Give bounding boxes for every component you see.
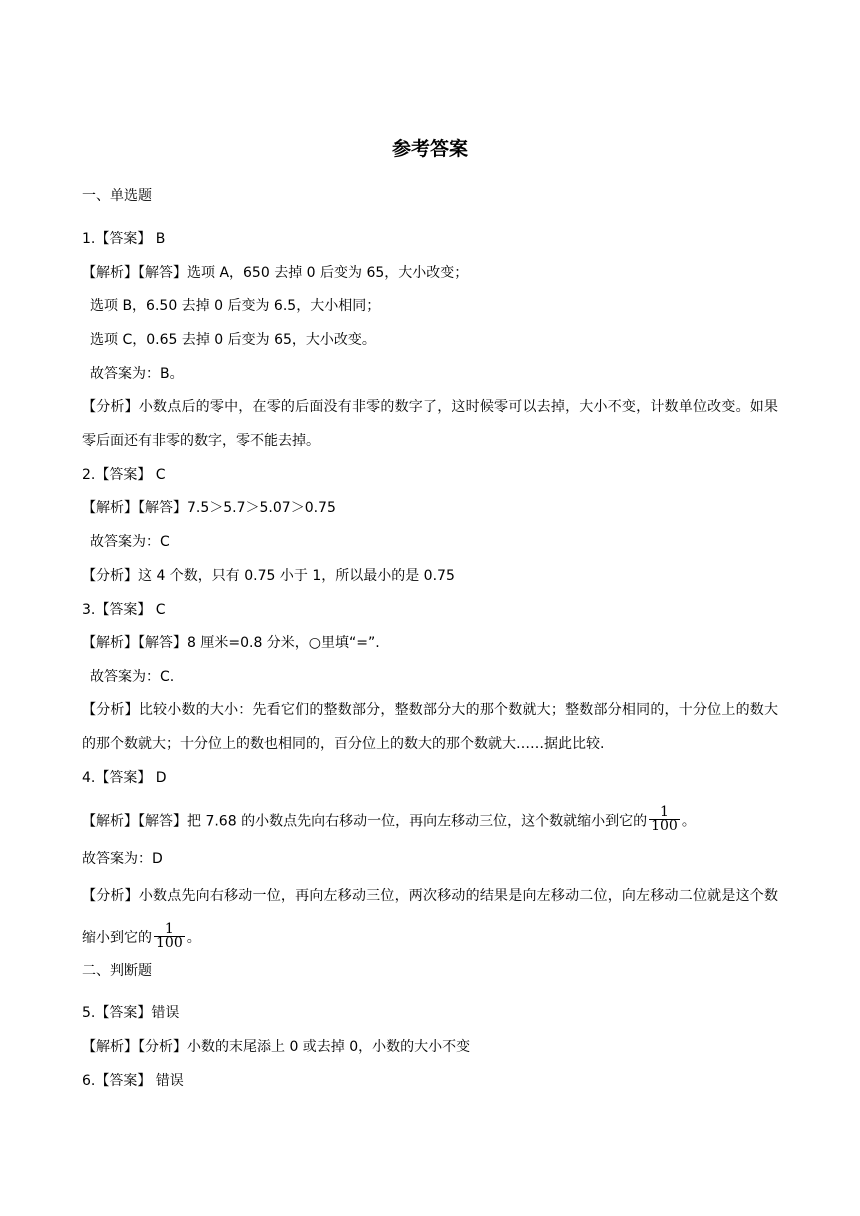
q4-analysis-text: 【分析】小数点先向右移动一位，再向左移动三位，两次移动的结果是向左移动二位，向左移动二位就是这个数缩小到它的 [82,888,778,946]
fraction-numerator: 1 [659,804,669,820]
q1-answer: 1.【答案】 B [82,231,166,247]
q2-answer: 2.【答案】 C [82,467,166,483]
page-title: 参考答案 [391,138,468,160]
q1-conclusion: 故答案为：B。 [90,366,184,382]
q1-analysis: 【分析】小数点后的零中，在零的后面没有非零的数字了，这时候零可以去掉，大小不变，计数单位改变。如果零后面还有非零的数字，零不能去掉。 [82,399,778,449]
section-heading-single-choice: 一、单选题 [82,188,152,204]
q6-answer: 6.【答案】 错误 [82,1073,184,1089]
fraction-one-hundredth [154,920,185,951]
q3-conclusion: 故答案为：C. [90,669,175,685]
q3-analysis: 【分析】比较小数的大小：先看它们的整数部分，整数部分大的那个数就大；整数部分相同的，十分位上的数大的那个数就大；十分位上的数也相同的，百分位上的数大的那个数就大……据此比较. [82,702,778,752]
q4-conclusion: 故答案为：D [82,851,163,867]
q4-analysis-end: 。 [186,930,201,946]
q4-analysis [82,875,778,959]
fraction-one-hundredth [649,806,680,833]
q1-option-b: 选项 B，6.50 去掉 0 后变为 6.5，大小相同； [90,298,381,314]
q1-explanation: 【解析】【解答】选项 A，650 去掉 0 后变为 65，大小改变； [82,265,469,281]
q3-answer: 3.【答案】 C [82,602,166,618]
section-heading-true-false: 二、判断题 [82,963,152,979]
q2-conclusion: 故答案为：C [90,534,170,550]
q4-explanation-text: 【解析】【解答】把 7.68 的小数点先向右移动一位，再向左移动三位，这个数就缩小到它的 [82,813,648,830]
q3-explanation: 【解析】【解答】8 厘米=0.8 分米，○里填“=”. [82,635,380,651]
fraction-numerator: 1 [164,920,174,937]
q4-explanation-end: 。 [681,813,696,830]
q5-answer: 5.【答案】错误 [82,1005,180,1021]
q2-analysis: 【分析】这 4 个数，只有 0.75 小于 1，所以最小的是 0.75 [82,568,455,584]
q4-explanation [82,804,696,835]
q1-option-c: 选项 C，0.65 去掉 0 后变为 65，大小改变。 [90,332,376,348]
q5-explanation: 【解析】【分析】小数的末尾添上 0 或去掉 0，小数的大小不变 [82,1039,471,1055]
q2-explanation: 【解析】【解答】7.5＞5.7＞5.07＞0.75 [82,500,336,516]
fraction-denominator: 100 [651,818,678,834]
fraction-denominator: 100 [156,934,183,951]
q4-answer: 4.【答案】 D [82,770,167,786]
